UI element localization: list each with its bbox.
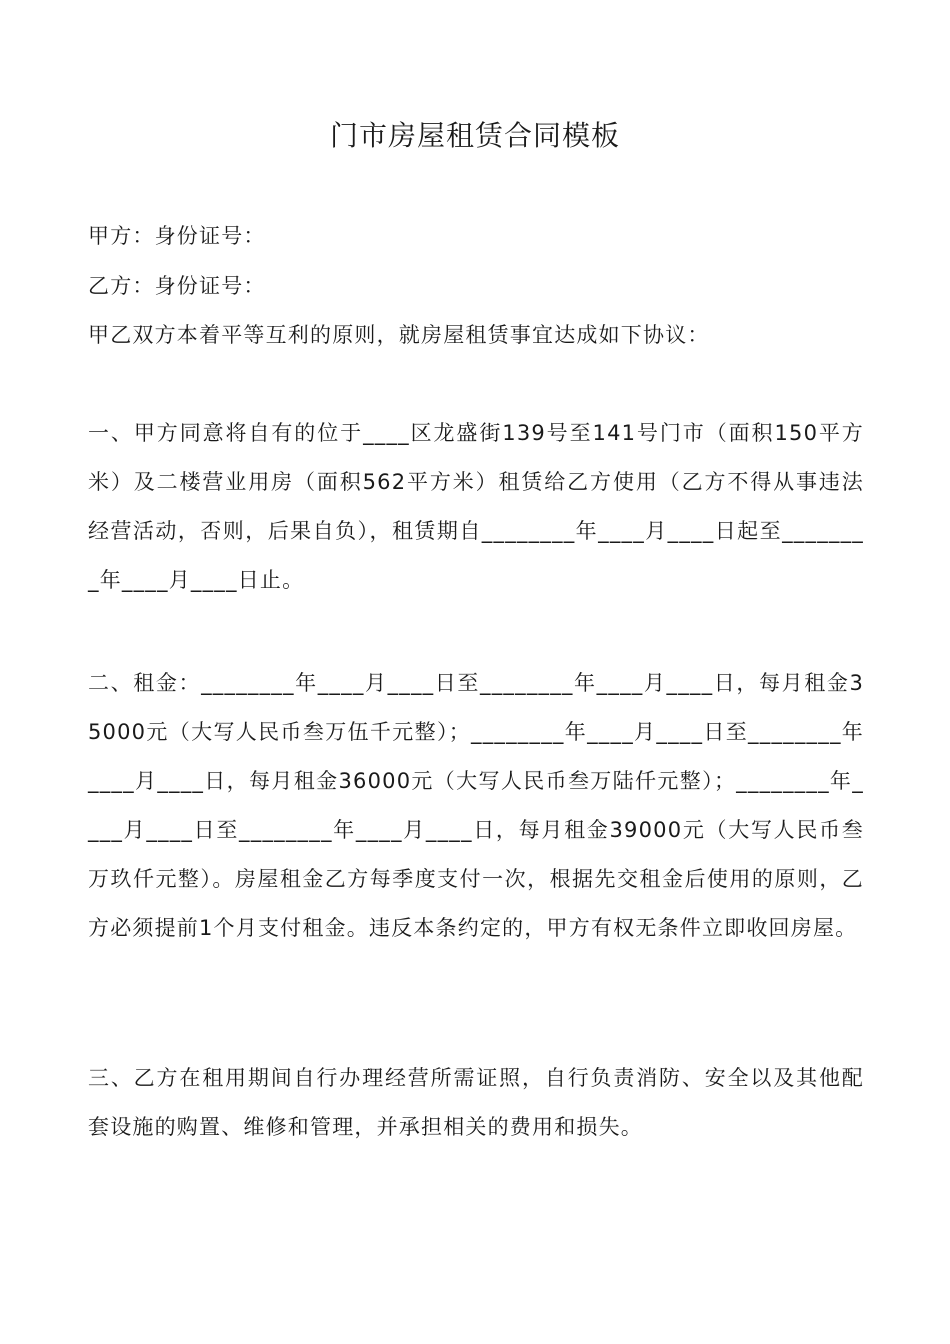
document-title: 门市房屋租赁合同模板 bbox=[329, 119, 620, 152]
clause-paragraph-1: 一、甲方同意将自有的位于____区龙盛街139号至141号门市（面积150平方米）及二楼营业用房（面积562平方米）租赁给乙方使用（乙方不得从事违法经营活动，否则，后果自负），租赁期自________年____月____日起至________年____月____日止。 bbox=[88, 421, 864, 592]
clause-paragraph-2: 二、租金：________年____月____日至________年____月____日，每月租金35000元（大写人民币叁万伍千元整）；________年____月____日至________年____月____日，每月租金36000元（大写人民币叁万陆仟元整）；________年____月____日至________年____月____日，每月租金39000元（大写人民币叁万玖仟元整）。房屋租金乙方每季度支付一次，根据先交租金后使用的原则，乙方必须提前1个月支付租金。违反本条约定的，甲方有权无条件立即收回房屋。 bbox=[88, 671, 864, 940]
preamble-paragraph: 甲乙双方本着平等互利的原则，就房屋租赁事宜达成如下协议： bbox=[88, 323, 710, 347]
party-a-line: 甲方：身份证号： bbox=[88, 224, 266, 248]
clause-paragraph-3: 三、乙方在租用期间自行办理经营所需证照，自行负责消防、安全以及其他配套设施的购置、维修和管理，并承担相关的费用和损失。 bbox=[88, 1066, 864, 1139]
party-b-line: 乙方：身份证号： bbox=[88, 274, 266, 298]
